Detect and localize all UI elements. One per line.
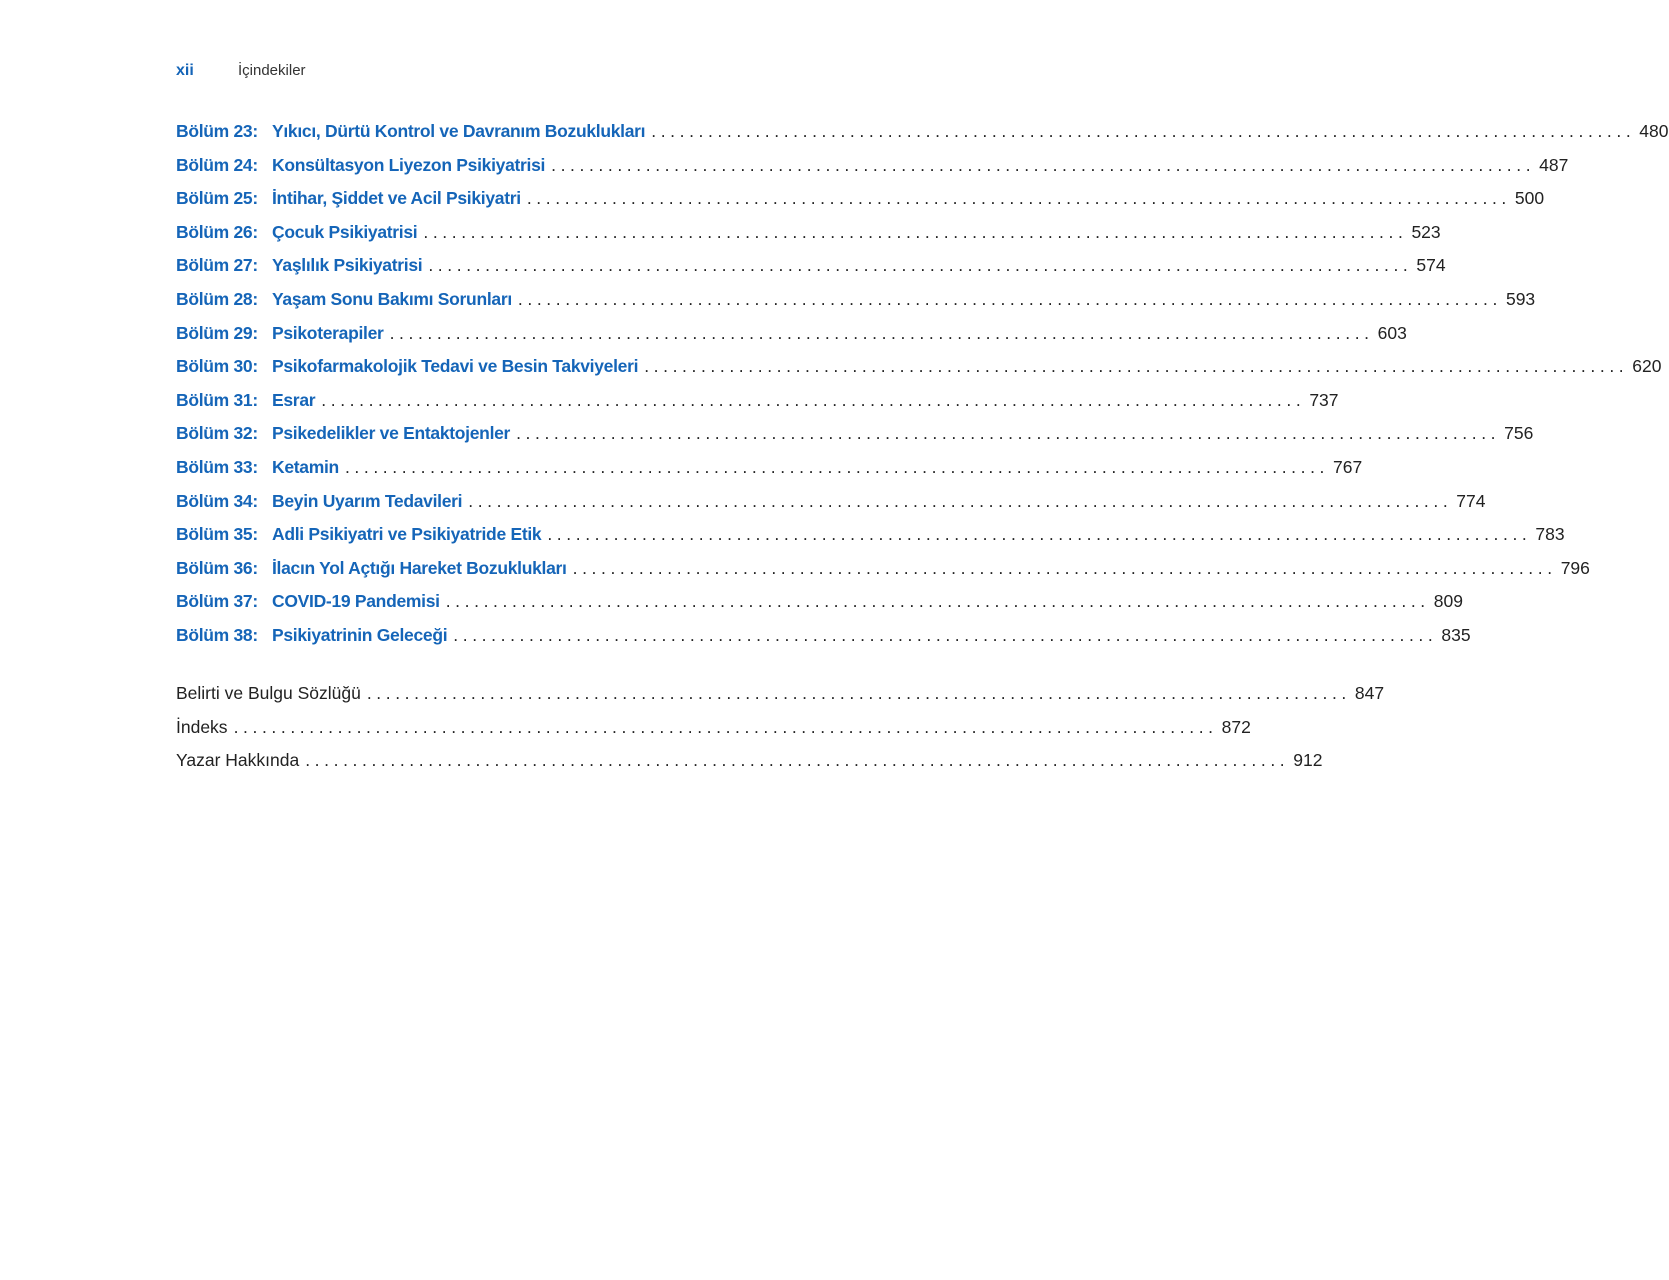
chapter-title: Konsültasyon Liyezon Psikiyatrisi (272, 154, 546, 175)
chapter-number: Bölüm 30: (176, 356, 258, 377)
chapter-title: Psikiyatrinin Geleceği (272, 624, 448, 645)
toc-entry-chapter-38[interactable] (176, 619, 1471, 653)
dot-leader: ........................................................................................................ (453, 624, 1438, 645)
toc-entry-chapter-25[interactable] (176, 182, 1545, 216)
toc-entry-chapter-31[interactable] (176, 384, 1339, 418)
dot-leader: ........................................................................................................ (305, 750, 1290, 771)
page-ref: 756 (1504, 423, 1534, 444)
page-number: xii (176, 62, 194, 79)
page-ref: 774 (1456, 490, 1486, 511)
chapter-title: Yıkıcı, Dürtü Kontrol ve Davranım Bozuklukları (272, 121, 646, 141)
chapter-title: Ketamin (272, 456, 339, 477)
chapter-title: Esrar (272, 389, 316, 410)
dot-leader: ........................................................................................................ (468, 490, 1453, 511)
page-ref: 835 (1441, 624, 1471, 645)
dot-leader: ........................................................................................................ (651, 121, 1636, 141)
chapter-title: Psikofarmakolojik Tedavi ve Besin Takviyeleri (272, 356, 639, 377)
chapter-title: Çocuk Psikiyatrisi (272, 221, 418, 242)
page-ref: 847 (1354, 683, 1385, 703)
chapter-number: Bölüm 23: (176, 121, 258, 141)
dot-leader: ........................................................................................................ (366, 683, 1351, 703)
toc-back-matter-list (176, 677, 1385, 778)
dot-leader: ........................................................................................................ (321, 389, 1306, 410)
page-ref: 480 (1639, 121, 1669, 141)
dot-leader: ........................................................................................................ (547, 524, 1532, 545)
page-ref: 593 (1505, 288, 1536, 309)
toc-entry-glossary[interactable] (176, 677, 1385, 711)
entry-title: Yazar Hakkında (176, 750, 300, 771)
toc-entry-chapter-33[interactable] (176, 451, 1363, 485)
dot-leader: ........................................................................................................ (344, 456, 1330, 477)
chapter-number: Bölüm 29: (176, 322, 258, 343)
toc-entry-index[interactable] (176, 711, 1251, 745)
toc-entry-chapter-35[interactable] (176, 518, 1565, 552)
toc-chapter-list (176, 115, 1669, 653)
entry-title: İndeks (176, 716, 228, 737)
dot-leader: ........................................................................................................ (445, 591, 1430, 612)
dot-leader: ........................................................................................................ (644, 356, 1629, 377)
chapter-number: Bölüm 38: (176, 624, 258, 645)
chapter-title: Psikedelikler ve Entaktojenler (272, 423, 511, 444)
toc-entry-chapter-29[interactable] (176, 317, 1407, 351)
chapter-number: Bölüm 31: (176, 389, 258, 410)
dot-leader: ........................................................................................................ (572, 557, 1557, 578)
chapter-title: COVID-19 Pandemisi (272, 591, 440, 612)
page-ref: 796 (1560, 557, 1590, 578)
toc-entry-chapter-26[interactable] (176, 216, 1441, 250)
page-ref: 603 (1377, 322, 1407, 343)
chapter-number: Bölüm 34: (176, 490, 258, 511)
chapter-number: Bölüm 24: (176, 154, 258, 175)
dot-leader: ........................................................................................................ (423, 221, 1408, 242)
page-ref: 737 (1309, 389, 1339, 410)
page-ref: 574 (1416, 255, 1446, 276)
page-ref: 620 (1632, 356, 1662, 377)
toc-entry-chapter-23[interactable] (176, 115, 1669, 149)
page-ref: 912 (1293, 750, 1323, 771)
chapter-title: Beyin Uyarım Tedavileri (272, 490, 463, 511)
chapter-title: Yaşlılık Psikiyatrisi (272, 255, 423, 276)
chapter-number: Bölüm 28: (176, 288, 258, 309)
toc-entry-about-author[interactable] (176, 744, 1323, 778)
chapter-number: Bölüm 25: (176, 188, 258, 209)
page-ref: 500 (1514, 188, 1545, 209)
toc-entry-chapter-28[interactable] (176, 283, 1536, 317)
toc-entry-chapter-27[interactable] (176, 249, 1446, 283)
chapter-number: Bölüm 32: (176, 423, 258, 444)
toc-entry-chapter-34[interactable] (176, 485, 1486, 519)
chapter-number: Bölüm 35: (176, 524, 258, 545)
page-ref: 487 (1539, 154, 1569, 175)
chapter-number: Bölüm 26: (176, 221, 258, 242)
dot-leader: ........................................................................................................ (517, 288, 1502, 309)
dot-leader: ........................................................................................................ (233, 716, 1218, 737)
toc-entry-chapter-36[interactable] (176, 552, 1590, 586)
page-ref: 523 (1411, 221, 1441, 242)
chapter-title: İlacın Yol Açtığı Hareket Bozuklukları (272, 557, 567, 578)
toc-entry-chapter-24[interactable] (176, 149, 1569, 183)
page-ref: 809 (1433, 591, 1463, 612)
dot-leader: ........................................................................................................ (428, 255, 1413, 276)
chapter-title: Yaşam Sonu Bakımı Sorunları (272, 288, 512, 309)
chapter-number: Bölüm 33: (176, 456, 258, 477)
dot-leader: ........................................................................................................ (516, 423, 1501, 444)
dot-leader: ........................................................................................................ (526, 188, 1511, 209)
chapter-number: Bölüm 36: (176, 557, 258, 578)
chapter-number: Bölüm 27: (176, 255, 258, 276)
chapter-title: İntihar, Şiddet ve Acil Psikiyatri (272, 188, 521, 209)
dot-leader: ........................................................................................................ (551, 154, 1536, 175)
page-ref: 783 (1535, 524, 1565, 545)
dot-leader: ........................................................................................................ (389, 322, 1374, 343)
toc-entry-chapter-30[interactable] (176, 350, 1662, 384)
toc-entry-chapter-32[interactable] (176, 417, 1534, 451)
chapter-number: Bölüm 37: (176, 591, 258, 612)
chapter-title: Psikoterapiler (272, 322, 384, 343)
chapter-title: Adli Psikiyatri ve Psikiyatride Etik (272, 524, 542, 545)
toc-entry-chapter-37[interactable] (176, 585, 1463, 619)
page-ref: 872 (1221, 716, 1251, 737)
page-ref: 767 (1333, 456, 1363, 477)
running-header-title: İçindekiler (238, 62, 306, 79)
entry-title: Belirti ve Bulgu Sözlüğü (176, 683, 361, 703)
page-header (176, 62, 306, 80)
